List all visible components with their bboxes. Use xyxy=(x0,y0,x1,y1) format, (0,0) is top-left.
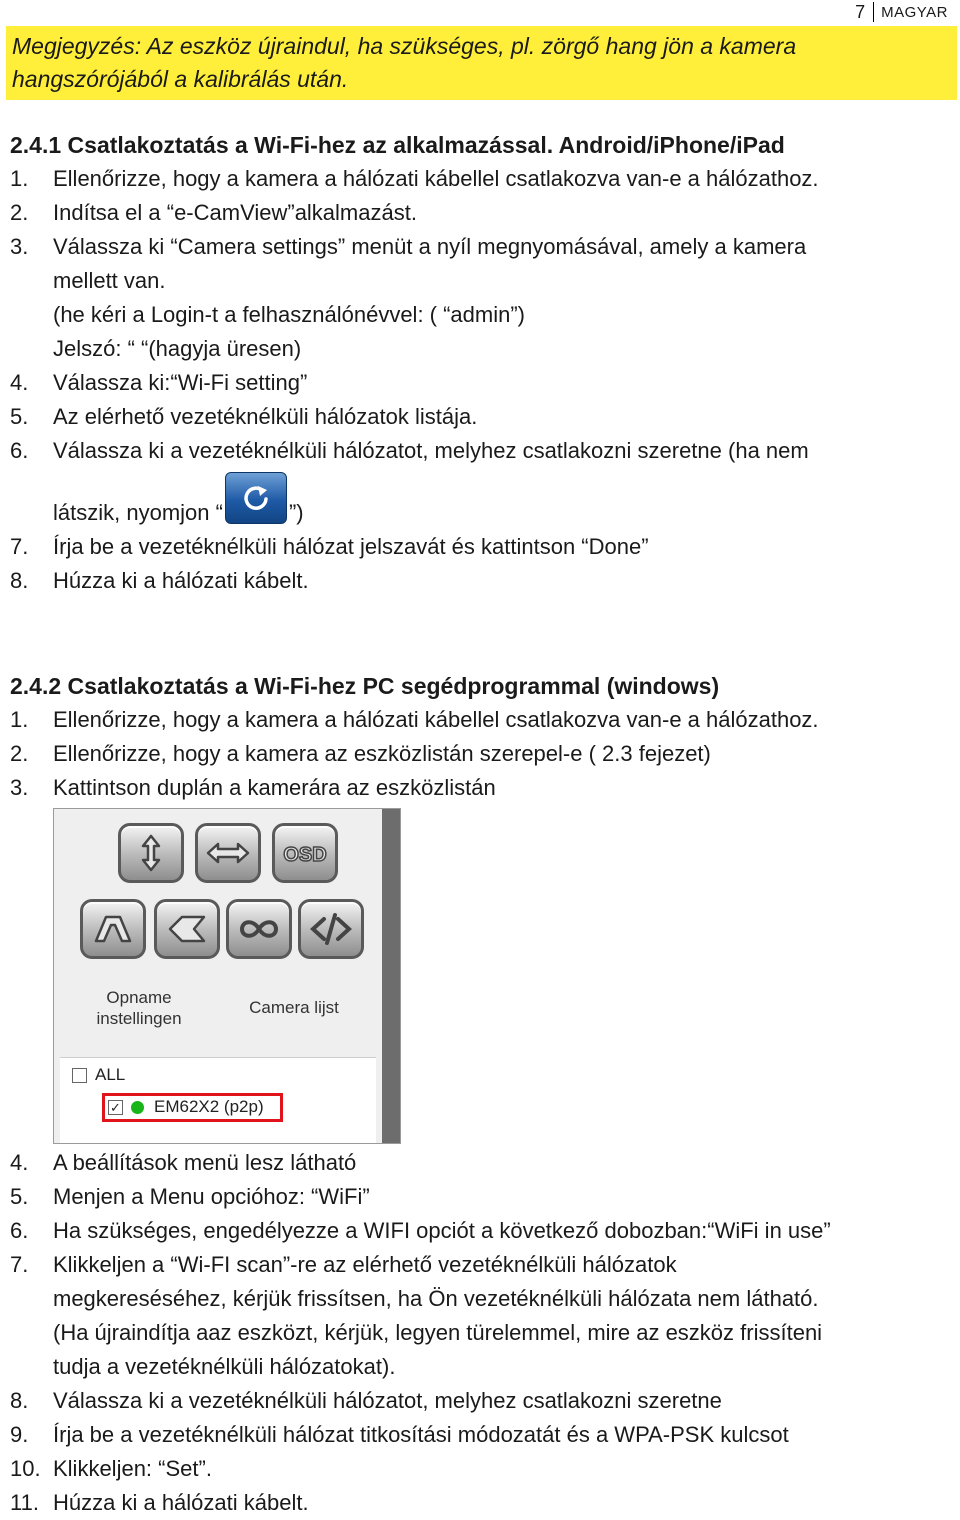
list-item: 3. Kattintson duplán a kamerára az eszközlistán xyxy=(10,775,496,800)
list-item: 8. Válassza ki a vezetéknélküli hálózatot, melyhez csatlakozni szeretne xyxy=(10,1388,722,1413)
list-item: 7. Írja be a vezetéknélküli hálózat jelszavát és kattintson “Done” xyxy=(10,534,649,559)
list-item: 4. Válassza ki:“Wi-Fi setting” xyxy=(10,370,308,395)
flip-icon[interactable] xyxy=(80,899,146,959)
note-line: Megjegyzés: Az eszköz újraindul, ha szükséges, pl. zörgő hang jön a kamera xyxy=(12,33,797,59)
list-item: 2. Ellenőrizze, hogy a kamera az eszközlistán szerepel-e ( 2.3 fejezet) xyxy=(10,741,711,766)
list-item-continuation: mellett van. xyxy=(53,268,166,293)
section-heading: 2.4.1 Csatlakoztatás a Wi-Fi-hez az alkalmazással. Android/iPhone/iPad xyxy=(10,132,785,158)
list-item: 8. Húzza ki a hálózati kábelt. xyxy=(10,568,309,593)
scrollbar[interactable] xyxy=(382,809,400,1143)
list-item: 5. Menjen a Menu opcióhoz: “WiFi” xyxy=(10,1184,370,1209)
list-item-continuation: megkereséséhez, kérjük frissítsen, ha Ön vezetéknélküli hálózata nem látható. xyxy=(53,1286,819,1311)
page-header xyxy=(855,0,948,24)
mirror-icon[interactable] xyxy=(154,899,220,959)
section-wifi-app xyxy=(10,128,955,598)
selection-highlight xyxy=(102,1093,283,1122)
language-label: MAGYAR xyxy=(881,3,948,21)
list-item: 9. Írja be a vezetéknélküli hálózat titkosítási módozatát és a WPA-PSK kulcsot xyxy=(10,1422,789,1447)
list-item-continuation: (he kéri a Login-t a felhasználónévvel: ( “admin”) xyxy=(53,302,526,327)
list-item: 1. Ellenőrizze, hogy a kamera a hálózati kábellel csatlakozva van-e a hálózathoz. xyxy=(10,166,819,191)
checkbox[interactable] xyxy=(72,1068,87,1083)
list-item: 11. Húzza ki a hálózati kábelt. xyxy=(10,1490,309,1515)
section-heading: 2.4.2 Csatlakoztatás a Wi-Fi-hez PC segédprogrammal (windows) xyxy=(10,673,720,699)
list-item: 6. Ha szükséges, engedélyezze a WIFI opciót a következő dobozban:“WiFi in use” xyxy=(10,1218,831,1243)
list-item: 10. Klikkeljen: “Set”. xyxy=(10,1456,212,1481)
list-item: 7. Klikkeljen a “Wi-FI scan”-re az elérhető vezetéknélküli hálózatok xyxy=(10,1252,677,1277)
recording-settings-label[interactable]: Opname instellingen xyxy=(96,988,182,1028)
refresh-icon[interactable] xyxy=(225,472,287,524)
section-wifi-pc-continued xyxy=(10,1146,955,1520)
device-list-all[interactable]: ALL xyxy=(72,1063,125,1087)
left-right-icon[interactable] xyxy=(195,823,261,883)
camera-panel-screenshot xyxy=(53,808,401,1144)
list-item: 3. Válassza ki “Camera settings” menüt a nyíl megnyomásával, amely a kamera xyxy=(10,234,807,259)
section-wifi-pc xyxy=(10,669,955,805)
code-icon[interactable] xyxy=(298,899,364,959)
checkbox-checked[interactable]: ✓ xyxy=(108,1100,123,1115)
list-item-continuation: tudja a vezetéknélküli hálózatokat). xyxy=(53,1354,396,1379)
osd-icon[interactable] xyxy=(272,823,338,883)
list-item-continuation: látszik, nyomjon “ ”) xyxy=(10,468,955,530)
list-item: 2. Indítsa el a “e-CamView”alkalmazást. xyxy=(10,200,417,225)
up-down-icon[interactable] xyxy=(118,823,184,883)
list-item: 6. Válassza ki a vezetéknélküli hálózatot, melyhez csatlakozni szeretne (ha nem xyxy=(10,438,809,463)
device-list-item[interactable]: ✓ EM62X2 (p2p) xyxy=(108,1095,264,1119)
list-item-continuation: (Ha újraindítja aaz eszközt, kérjük, legyen türelemmel, mire az eszköz frissíteni xyxy=(53,1320,823,1345)
list-item: 5. Az elérhető vezetéknélküli hálózatok listája. xyxy=(10,404,478,429)
note-line: hangszórójából a kalibrálás után. xyxy=(12,66,349,92)
infinity-icon[interactable] xyxy=(226,899,292,959)
svg-text:OSD: OSD xyxy=(283,844,327,866)
page-number: 7 xyxy=(855,2,874,22)
device-list xyxy=(60,1057,376,1144)
list-item: 4. A beállítások menü lesz látható xyxy=(10,1150,357,1175)
note-box xyxy=(6,26,957,100)
camera-list-label[interactable]: Camera lijst xyxy=(249,998,339,1017)
list-item-continuation: Jelszó: “ “(hagyja üresen) xyxy=(53,336,302,361)
list-item: 1. Ellenőrizze, hogy a kamera a hálózati kábellel csatlakozva van-e a hálózathoz. xyxy=(10,707,819,732)
